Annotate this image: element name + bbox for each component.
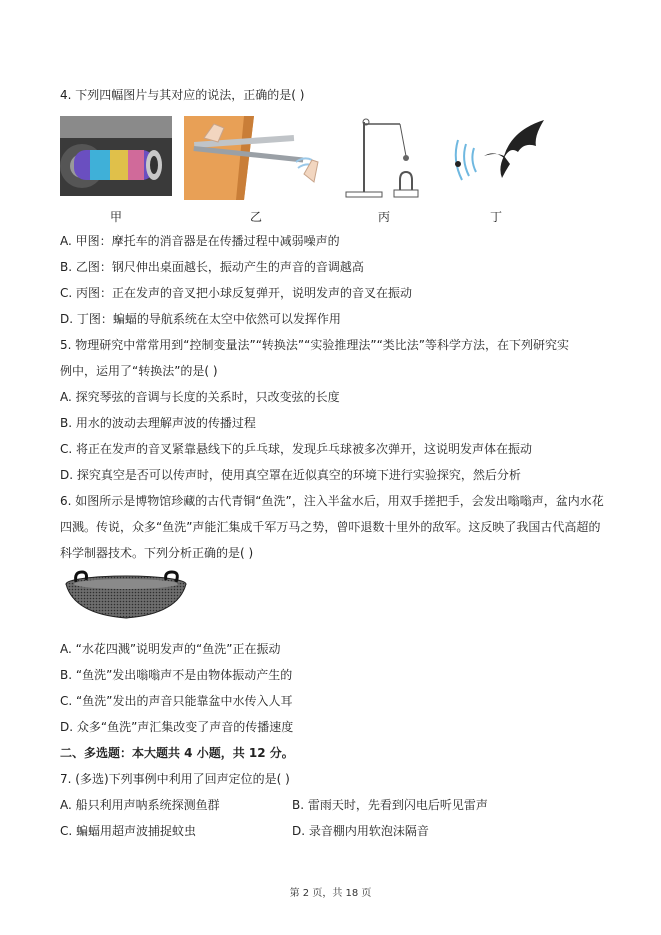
q5-option-b: B. 用水的波动去理解声波的传播过程 <box>60 416 256 430</box>
section-header: 二、多选题：本大题共 4 小题，共 12 分。 <box>60 746 294 760</box>
tuning-fork-ball-image <box>344 116 424 200</box>
bronze-basin-image <box>62 570 190 622</box>
caption-ding: 丁 <box>490 210 503 224</box>
q7-option-c: C. 蝙蝠用超声波捕捉蚊虫 <box>60 824 197 838</box>
caption-bing: 丙 <box>378 210 391 224</box>
q6-stem-line1: 6. 如图所示是博物馆珍藏的古代青铜“鱼洗”，注入半盆水后，用双手搓把手，会发出嗡嗡声，盆内水花 <box>60 494 604 508</box>
q6-option-b: B. “鱼洗”发出嗡嗡声不是由物体振动产生的 <box>60 668 293 682</box>
q6-stem-line2: 四溅。传说，众多“鱼洗”声能汇集成千军万马之势，曾吓退数十里外的敌军。这反映了我国古代高超的 <box>60 520 601 534</box>
q7-option-a: A. 船只利用声呐系统探测鱼群 <box>60 798 220 812</box>
q6-option-c: C. “鱼洗”发出的声音只能靠盆中水传入人耳 <box>60 694 293 708</box>
caption-yi: 乙 <box>250 210 263 224</box>
q5-option-c: C. 将正在发声的音叉紧靠悬线下的乒乓球，发现乒乓球被多次弹开，这说明发声体在振动 <box>60 442 533 456</box>
q4-option-a: A. 甲图：摩托车的消音器是在传播过程中减弱噪声的 <box>60 234 340 248</box>
bat-echolocation-image <box>444 116 550 200</box>
motorcycle-muffler-image <box>60 116 172 196</box>
q7-option-d: D. 录音棚内用软泡沫隔音 <box>292 824 429 838</box>
q7-option-b: B. 雷雨天时，先看到闪电后听见雷声 <box>292 798 488 812</box>
q4-option-c: C. 丙图：正在发声的音叉把小球反复弹开，说明发声的音叉在振动 <box>60 286 413 300</box>
q5-stem-line2: 例中，运用了“转换法”的是( ) <box>60 364 218 378</box>
q6-option-a: A. “水花四溅”说明发声的“鱼洗”正在振动 <box>60 642 281 656</box>
q4-figures <box>60 116 580 226</box>
q7-stem: 7. (多选)下列事例中利用了回声定位的是( ) <box>60 772 290 786</box>
q5-stem-line1: 5. 物理研究中常常用到“控制变量法”“转换法”“实验推理法”“类比法”等科学方法，在下列研究实 <box>60 338 570 352</box>
q6-option-d: D. 众多“鱼洗”声汇集改变了声音的传播速度 <box>60 720 294 734</box>
q4-stem: 4. 下列四幅图片与其对应的说法，正确的是( ) <box>60 88 305 102</box>
q5-option-a: A. 探究琴弦的音调与长度的关系时，只改变弦的长度 <box>60 390 340 404</box>
ruler-on-table-image <box>184 116 332 200</box>
q4-option-b: B. 乙图：钢尺伸出桌面越长，振动产生的声音的音调越高 <box>60 260 364 274</box>
q5-option-d: D. 探究真空是否可以传声时，使用真空罩在近似真空的环境下进行实验探究，然后分析 <box>60 468 521 482</box>
q6-stem-line3: 科学制器技术。下列分析正确的是( ) <box>60 546 254 560</box>
caption-jia: 甲 <box>110 210 123 224</box>
page-footer: 第 2 页，共 18 页 <box>289 888 372 899</box>
q4-option-d: D. 丁图：蝙蝠的导航系统在太空中依然可以发挥作用 <box>60 312 341 326</box>
